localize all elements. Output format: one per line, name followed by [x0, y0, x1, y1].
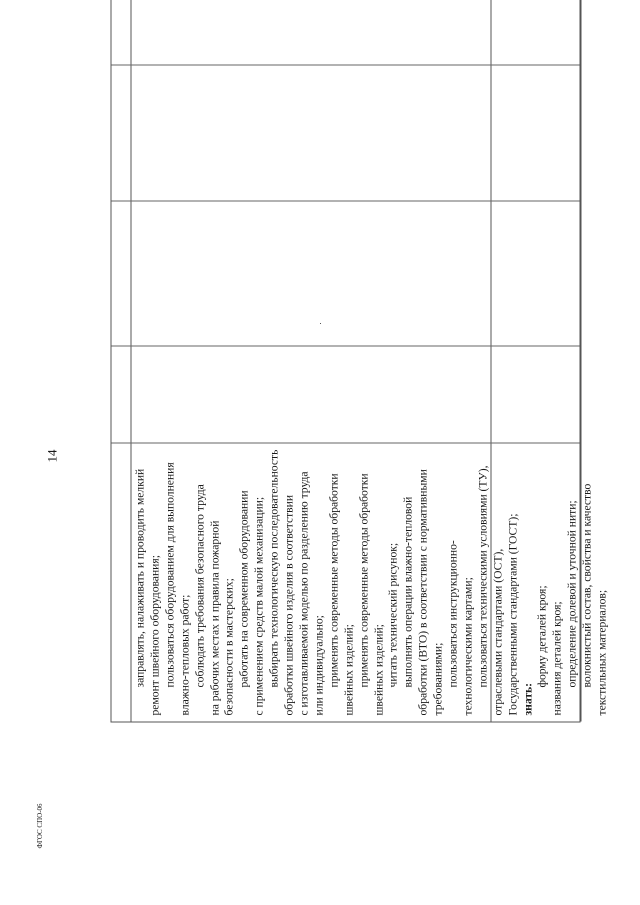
text-line: Государственными стандартами (ГОСТ);: [506, 513, 520, 716]
table: [111, 0, 609, 723]
text-line: обработки (ВТО) в соответствии с нормативными: [416, 469, 430, 716]
text-line: читать технический рисунок;: [386, 542, 400, 688]
text-line: с применением средств малой механизации;: [252, 496, 266, 716]
text-line: безопасности в мастерских;: [222, 578, 236, 716]
text-line: на рабочих местах и правила пожарной: [208, 520, 222, 716]
text-line: определение долевой и уточной нити;: [565, 500, 579, 688]
text-line: влажно-тепловых работ;: [178, 594, 192, 716]
text-line: отраслевыми стандартами (ОСТ),: [491, 548, 505, 716]
table-row-main: [132, 0, 609, 722]
text-line: швейных изделий;: [342, 624, 356, 716]
column-divider: [112, 346, 580, 347]
text-line: обработки швейного изделия в соответствии: [282, 494, 296, 716]
text-line: требованиями;: [431, 642, 445, 716]
text-line: применять современные методы обработки: [357, 473, 371, 688]
column-divider: [112, 201, 580, 202]
text-line: выбирать технологическую последовательность: [267, 449, 281, 688]
text-line: пользоваться техническими условиями (ТУ),: [476, 465, 490, 688]
text-line: применять современные методы обработки: [327, 473, 341, 688]
page-number: 14: [44, 449, 60, 463]
competency-text-cell: [132, 0, 609, 722]
text-line: работать на современном оборудовании: [237, 490, 251, 688]
text-line: выполнять операции влажно-тепловой: [401, 496, 415, 688]
text-line: швейных изделий;: [372, 624, 385, 716]
text-line: текстильных материалов;: [595, 589, 609, 716]
text-line: волокнистый состав, свойства и качество: [580, 483, 594, 688]
text-line: или индивидуально;: [312, 615, 326, 716]
text-line: соблюдать требования безопасного труда: [193, 484, 207, 688]
text-line: знать:: [521, 682, 535, 716]
text-line: пользоваться оборудованием для выполнения: [163, 462, 177, 688]
column-divider: [112, 443, 580, 444]
text-line: форму деталей кроя;: [535, 585, 549, 688]
table-row-top: [112, 0, 132, 722]
column-divider: [112, 65, 580, 66]
text-line: пользоваться инструкционно-: [446, 540, 460, 688]
text-line: с изготавливаемой моделью по разделению труда: [297, 471, 311, 716]
text-line: заправлять, налаживать и проводить мелкий: [133, 468, 147, 688]
footer-code: ФГОС СПО-06: [36, 803, 44, 849]
table-row-bottom: [492, 0, 582, 722]
rotated-table: [111, 0, 609, 723]
text-line: названия деталей кроя;: [550, 601, 564, 716]
text-line: ремонт швейного оборудования;: [148, 555, 162, 716]
text-line: технологическими картами;: [461, 577, 475, 716]
